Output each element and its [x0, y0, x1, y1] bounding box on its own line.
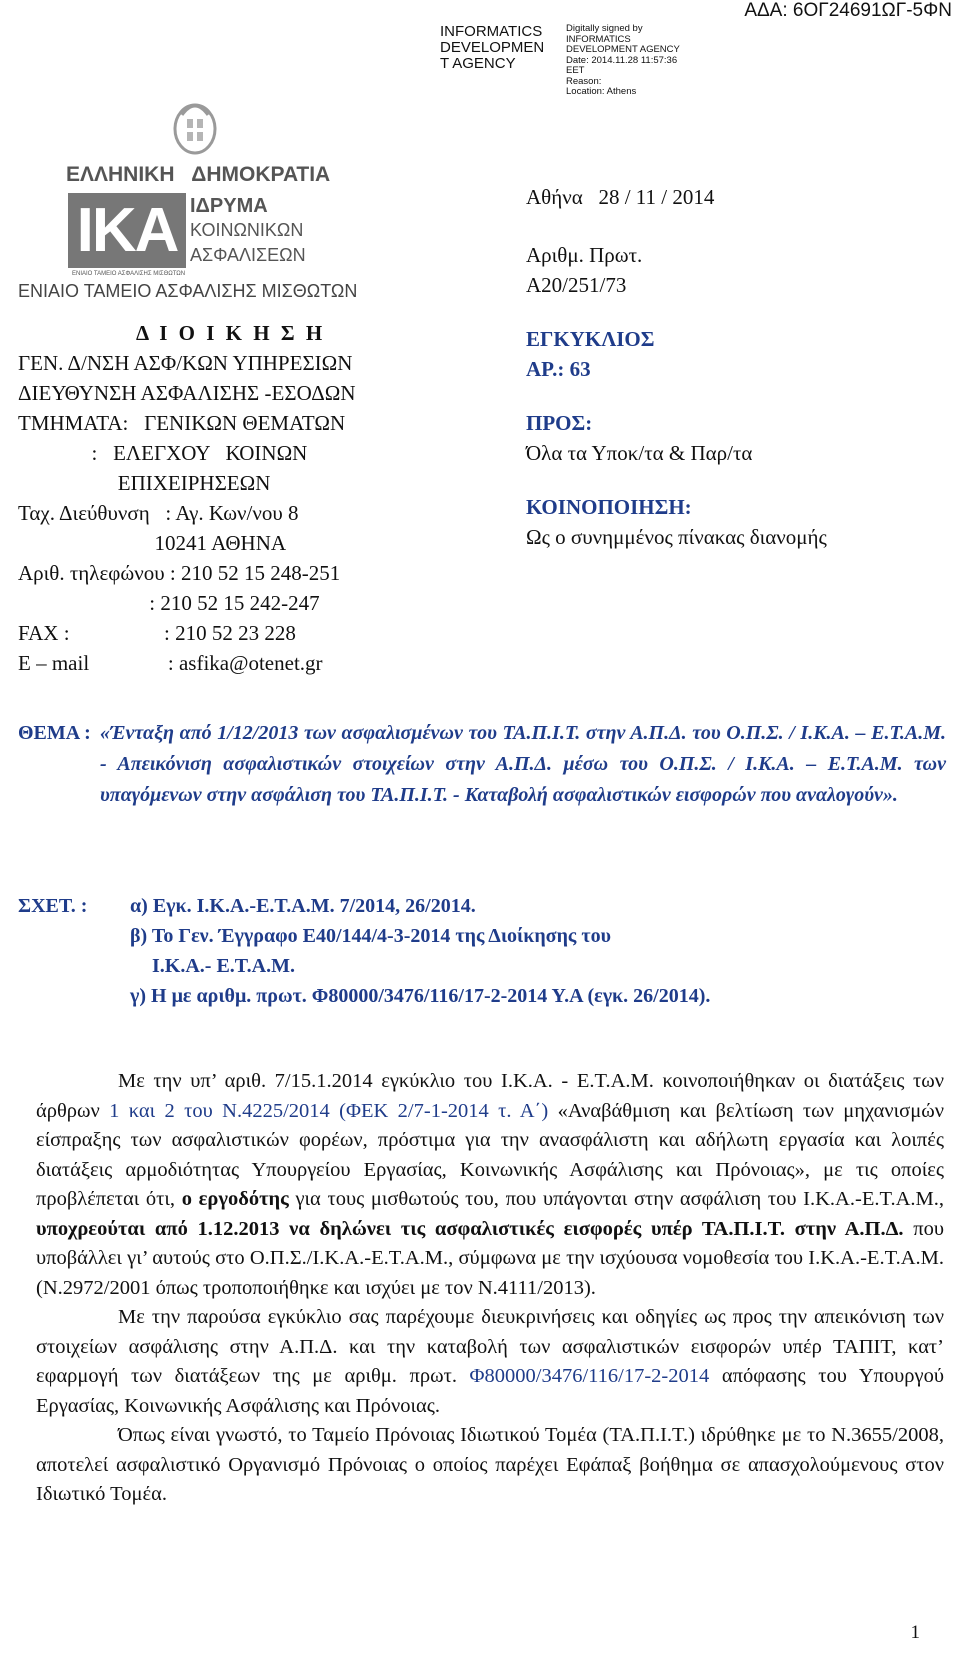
related-item-b: β) Το Γεν. Έγγραφο Ε40/144/4-3-2014 της Διοίκησης του [130, 925, 611, 947]
subject-block [18, 718, 946, 811]
signature-detail-line: DEVELOPMENT AGENCY [566, 44, 680, 55]
body-text-span: απόφασης του Υπουργού Εργασίας, Κοινωνικής Ασφάλισης και Πρόνοιας. [36, 1365, 944, 1417]
body-text-span: Με την υπ’ αριθ. 7/15.1.2014 εγκύκλιο του Ι.Κ.Α. - Ε.Τ.Α.Μ. κοινοποιήθηκαν οι διατάξεις των άρθρων [36, 1070, 944, 1122]
sender-line: ΕΠΙΧΕΙΡΗΣΕΩΝ [18, 471, 271, 495]
logo-bottom-line: ΕΝΙΑΙΟ ΤΑΜΕΙΟ ΑΣΦΑΛΙΣΗΣ ΜΙΣΘΩΤΩΝ [18, 281, 358, 301]
body-text-span: Με την παρούσα εγκύκλιο σας παρέχουμε διευκρινήσεις και οδηγίες ως προς την απεικόνιση των στοιχείων ασφάλισης στην Α.Π.Δ. και την καταβολή των ασφαλιστικών εισφορών υπέρ ΤΑΠΙΤ, κατ’ εφαρμογή των διατάξεων της με αριθμ. πρωτ. [36, 1306, 944, 1387]
greek-emblem-icon [170, 95, 220, 157]
recipient-value: Όλα τα Υποκ/τα & Παρ/τα [526, 441, 753, 465]
body-text-span: που υποβάλλει γι’ αυτούς στο Ο.Π.Σ./Ι.Κ.Α.-Ε.Τ.Α.Μ., σύμφωνα με την ισχύουσα νομοθεσία του Ι.Κ.Α.-Ε.Τ.Α.Μ. (Ν.2972/2001 όπως τροποποιήθηκε και ισχύει με τον Ν.4111/2013). [36, 1217, 944, 1299]
protocol-number: Α20/251/73 [526, 273, 627, 297]
signature-detail-line: INFORMATICS [566, 33, 631, 45]
document-meta [526, 182, 827, 552]
related-label: ΣΧΕΤ. : [18, 895, 88, 917]
body-text [36, 1067, 944, 1510]
sender-email-line: E – mail : asfika@otenet.gr [18, 651, 323, 675]
recipient-label: ΠΡΟΣ: [526, 411, 593, 435]
signature-detail-line: Date: 2014.11.28 11:57:36 [566, 54, 678, 66]
body-bold-employer: ο εργοδότης [181, 1188, 289, 1210]
signature-organization [440, 24, 560, 72]
law-link[interactable]: 1 και 2 του Ν.4225/2014 (ΦΕΚ 2/7-1-2014 τ. Α΄) [109, 1099, 549, 1122]
dioikisi-heading: Δ Ι Ο Ι Κ Η Σ Η [136, 321, 326, 345]
signature-detail-line: Reason: [566, 75, 602, 87]
document-date: Αθήνα 28 / 11 / 2014 [526, 185, 715, 209]
decision-link[interactable]: Φ80000/3476/116/17-2-2014 [469, 1365, 710, 1387]
protocol-label: Αριθμ. Πρωτ. [526, 243, 643, 267]
body-paragraph-1 [36, 1067, 944, 1303]
related-item-b-cont: Ι.Κ.Α.- Ε.Τ.Α.Μ. [152, 955, 295, 977]
logo-line-asfaliseon: ΑΣΦΑΛΙΣΕΩΝ [190, 245, 306, 265]
sender-line: FAX : : 210 52 23 228 [18, 621, 296, 645]
sender-block [18, 318, 356, 678]
related-references [18, 891, 710, 1011]
circular-label: ΕΓΚΥΚΛΙΟΣ [526, 327, 655, 351]
signature-org-line: INFORMATICS [440, 23, 543, 40]
sender-line: ΤΜΗΜΑΤΑ: ΓΕΝΙΚΩΝ ΘΕΜΑΤΩΝ [18, 411, 346, 435]
related-item-c: γ) Η με αριθμ. πρωτ. Φ80000/3476/116/17-2-2014 Υ.Α (εγκ. 26/2014). [130, 985, 711, 1007]
body-paragraph-2 [36, 1303, 944, 1421]
logo-line-idryma: ΙΔΡΥΜΑ [190, 195, 268, 217]
sender-line: ΓΕΝ. Δ/ΝΣΗ ΑΣΦ/ΚΩΝ ΥΠΗΡΕΣΙΩΝ [18, 351, 353, 375]
sender-line: : 210 52 15 242-247 [18, 591, 320, 615]
sender-line: 10241 ΑΘΗΝΑ [18, 531, 287, 555]
body-bold-obligation: υποχρεούται από 1.12.2013 να δηλώνει τις ασφαλιστικές εισφορές υπέρ ΤΑ.Π.Ι.Τ. στην Α.Π.Δ. [36, 1217, 904, 1240]
circular-number: ΑΡ.: 63 [526, 357, 591, 381]
body-text-span: «Αναβάθμιση και βελτίωση των μηχανισμών είσπραξης των ασφαλιστικών φορέων, πρόστιμα για την ανασφάλιστη και αδήλωτη εργασία και λοιπές διατάξεις αρμοδιότητας Υπουργείου Εργασίας, Κοινωνικής Ασφάλισης και Πρόνοιας», με τις οποίες προβλέπεται ότι, [36, 1099, 944, 1210]
signature-detail-line: Digitally signed by [566, 23, 643, 34]
subject-label: ΘΕΜΑ : [18, 722, 91, 744]
cc-label: ΚΟΙΝΟΠΟΙΗΣΗ: [526, 495, 692, 519]
ika-logo [18, 95, 398, 310]
sender-line: ΔΙΕΥΘΥΝΣΗ ΑΣΦΑΛΙΣΗΣ -ΕΣΟΔΩΝ [18, 381, 356, 405]
logo-line-koinonikon: ΚΟΙΝΩΝΙΚΩΝ [190, 220, 304, 240]
cc-value: Ως ο συνημμένος πίνακας διανομής [526, 525, 827, 549]
page-number: 1 [910, 1622, 920, 1643]
sender-line: : ΕΛΕΓΧΟΥ ΚΟΙΝΩΝ [18, 441, 308, 465]
sender-line: Αριθ. τηλεφώνου : 210 52 15 248-251 [18, 561, 341, 585]
ada-code: ΑΔΑ: 6ΟΓ24691ΩΓ-5ΦΝ [744, 0, 952, 21]
signature-detail-line: EET [566, 65, 585, 76]
body-paragraph-3: Όπως είναι γνωστό, το Ταμείο Πρόνοιας Ιδιωτικού Τομέα (ΤΑ.Π.Ι.Τ.) ιδρύθηκε με το Ν.3655/2008, αποτελεί ασφαλιστικό Οργανισμό Πρόνοιας ο οποίος παρέχει Εφάπαξ βοήθημα σε απασχολούμενους στον Ιδιωτικό Τομέα. [36, 1424, 944, 1505]
body-text-span: για τους μισθωτούς του, που υπάγονται στην ασφάλιση του Ι.Κ.Α.-Ε.Τ.Α.Μ., [288, 1188, 944, 1210]
signature-org-line: DEVELOPMEN [440, 39, 545, 56]
signature-detail-line: Location: Athens [566, 86, 637, 97]
logo-line-republic: ΕΛΛΗΝΙΚΗ ΔΗΜΟΚΡΑΤΙΑ [66, 163, 331, 186]
logo-ika-text: ΙΚΑ [76, 196, 178, 265]
subject-text: «Ένταξη από 1/12/2013 των ασφαλισμένων του ΤΑ.Π.Ι.Τ. στην Α.Π.Δ. του Ο.Π.Σ. / Ι.Κ.Α. – Ε.Τ.Α.Μ. - Απεικόνιση ασφαλιστικών στοιχείων στην Α.Π.Δ. μέσω του Ο.Π.Σ. / Ι.Κ.Α. – Ε.Τ.Α.Μ. των υπαγόμενων στην ασφάλιση του ΤΑ.Π.Ι.Τ. - Καταβολή ασφαλιστικών εισφορών που αναλογούν». [100, 722, 946, 806]
related-item-a: α) Εγκ. Ι.Κ.Α.-Ε.Τ.Α.Μ. 7/2014, 26/2014. [130, 895, 476, 917]
sender-line: Ταχ. Διεύθυνση : Αγ. Κων/νου 8 [18, 501, 299, 525]
signature-details [566, 24, 680, 98]
logo-ika-letters [68, 193, 186, 268]
signature-org-line: T AGENCY [440, 55, 516, 72]
logo-small-caption: ΕΝΙΑΙΟ ΤΑΜΕΙΟ ΑΣΦΑΛΙΣΗΣ ΜΙΣΘΩΤΩΝ [72, 271, 186, 277]
